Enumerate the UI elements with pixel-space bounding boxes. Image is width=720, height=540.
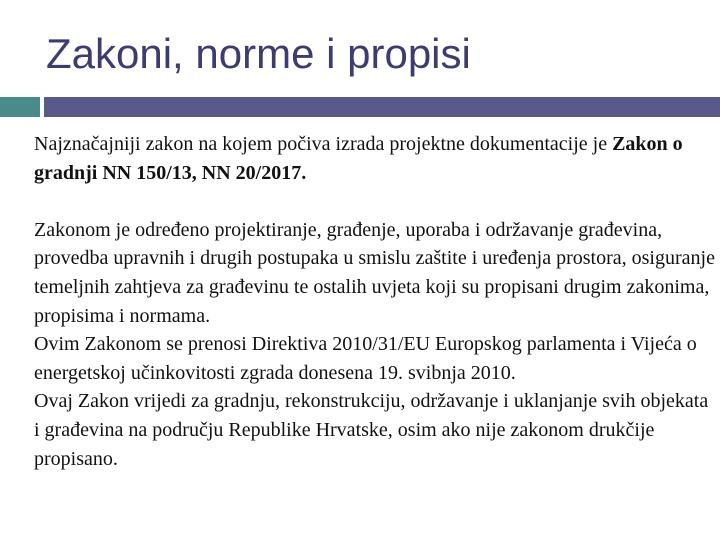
law-scope-paragraph: Zakonom je određeno projektiranje, građenje, uporaba i održavanje građevina, provedba upravnih i drugih postupaka u smislu zaštite i uređenja prostora, osiguranje temeljnih zahtjeva za građevinu te ostalih uvjeta koji su propisani drugim zakonima, propisima i normama.	[34, 218, 715, 327]
slide-body	[34, 130, 716, 473]
paragraph-spacer	[34, 187, 716, 216]
title-divider-accent	[0, 97, 40, 117]
directive-paragraph: Ovim Zakonom se prenosi Direktiva 2010/31/EU Europskog parlamenta i Vijeća o energetskoj učinkovitosti zgrada donesena 19. svibnja 2010.	[34, 333, 697, 384]
intro-text: Najznačajniji zakon na kojem počiva izrada projektne dokumentacije je	[34, 133, 613, 155]
intro-paragraph	[34, 130, 716, 187]
title-divider-bar	[44, 97, 720, 117]
slide-title: Zakoni, norme i propisi	[46, 30, 471, 77]
law-name: Zakon o gradnji NN 150/13, NN 20/2017.	[34, 133, 683, 184]
applicability-paragraph: Ovaj Zakon vrijedi za gradnju, rekonstrukciju, održavanje i uklanjanje svih objekata i građevina na području Republike Hrvatske, osim ako nije zakonom drukčije propisano.	[34, 390, 709, 470]
